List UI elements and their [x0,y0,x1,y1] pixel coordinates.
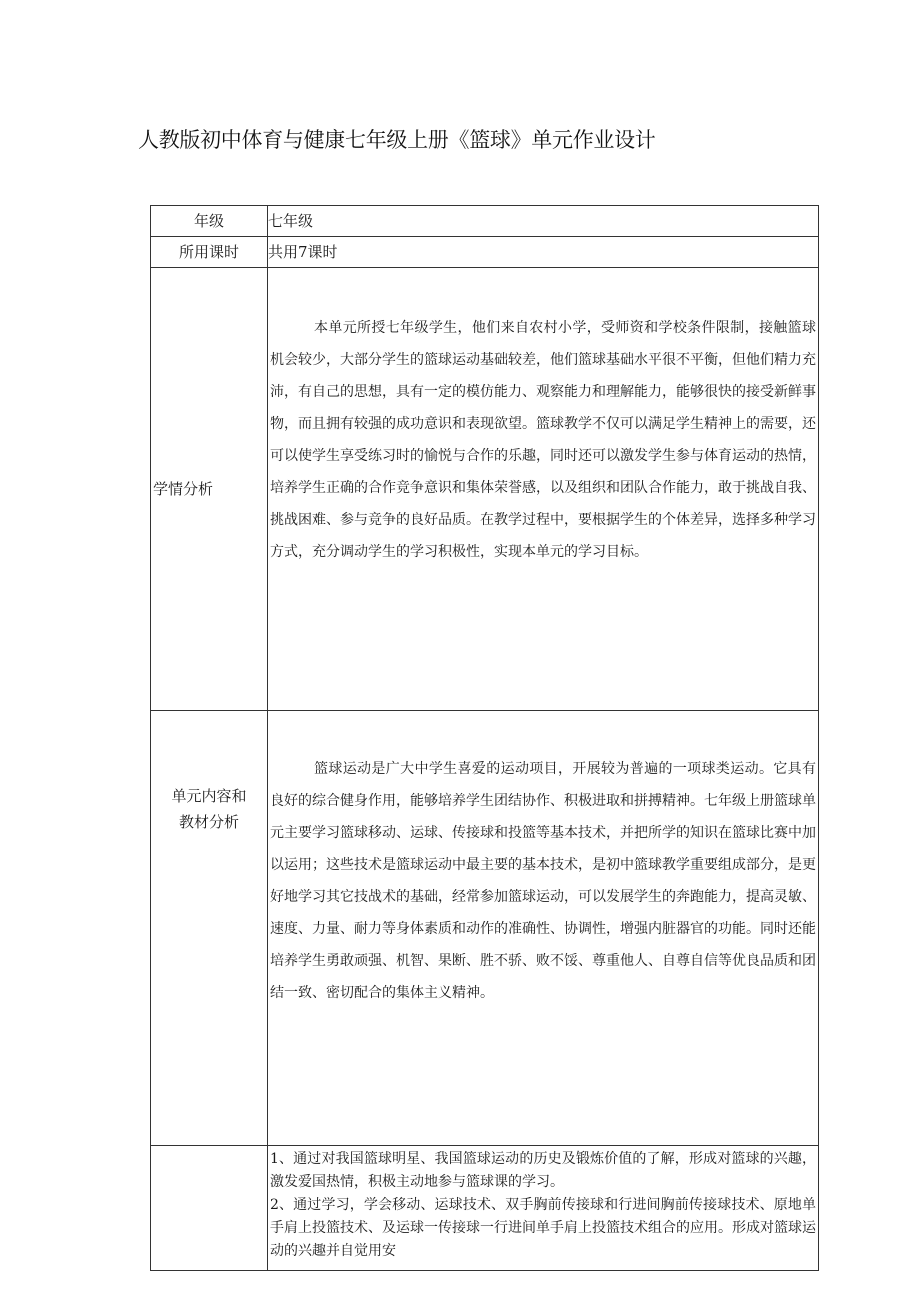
content-cell [268,711,819,1146]
content-label-line2: 教材分析 [178,813,239,831]
hours-label: 所用课时 [151,237,268,268]
table-row-grade [151,206,819,237]
goals-label [151,1146,268,1271]
content-text: 篮球运动是广大中学生喜爱的运动项目，开展较为普遍的一项球类运动。它具有良好的综合健身作用，能够培养学生团结协作、积极进取和拼搏精神。七年级上册篮球单元主要学习篮球移动、运球、传接球和投篮等基本技术，并把所学的知识在篮球比赛中加以运用；这些技术是篮球运动中最主要的基本技术，是初中篮球教学重要组成部分，是更好地学习其它技战术的基础，经常参加篮球运动，可以发展学生的奔跑能力，提高灵敏、速度、力量、耐力等身体素质和动作的准确性、协调性，增强内脏器官的功能。同时还能培养学生勇敢顽强、机智、果断、胜不骄、败不馁、尊重他人、自尊自信等优良品质和团结一致、密切配合的集体主义精神。 [270,761,816,1001]
goal-item-1: 1、通过对我国篮球明星、我国篮球运动的历史及锻炼价值的了解，形成对篮球的兴趣，激发爱国热情，积极主动地参与篮球课的学习。 [270,1151,816,1190]
table-row-analysis [151,268,819,711]
goal-item-2: 2、通过学习，学会移动、运球技术、双手胸前传接球和行进间胸前传接球技术、原地单手肩上投篮技术、及运球一传接球一行进间单手肩上投篮技术组合的应用。形成对篮球运动的兴趣并自觉用安 [270,1197,816,1259]
grade-label: 年级 [151,206,268,237]
goals-list [268,1146,818,1267]
info-table [150,205,819,1271]
table-row-content [151,711,819,1146]
hours-value: 共用7课时 [268,237,819,268]
analysis-label: 学情分析 [151,268,268,711]
analysis-cell [268,268,819,711]
goals-cell [268,1146,819,1271]
content-label-line1: 单元内容和 [171,787,247,805]
analysis-text: 本单元所授七年级学生，他们来自农村小学，受师资和学校条件限制，接触篮球机会较少，大部分学生的篮球运动基础较差，他们篮球基础水平很不平衡，但他们精力充沛，有自己的思想，具有一定的模仿能力、观察能力和理解能力，能够很快的接受新鲜事物，而且拥有较强的成功意识和表现欲望。篮球教学不仅可以满足学生精神上的需要，还可以使学生享受练习时的愉悦与合作的乐趣，同时还可以激发学生参与体育运动的热情，培养学生正确的合作竞争意识和集体荣誉感，以及组织和团队合作能力，敢于挑战自我、挑战困难、参与竞争的良好品质。在教学过程中，要根据学生的个体差异，选择多种学习方式，充分调动学生的学习积极性，实现本单元的学习目标。 [270,320,816,560]
table-row-hours [151,237,819,268]
grade-value: 七年级 [268,206,819,237]
content-label [151,711,268,1146]
document-title: 人教版初中体育与健康七年级上册《篮球》单元作业设计 [138,128,656,152]
table-row-goals [151,1146,819,1271]
